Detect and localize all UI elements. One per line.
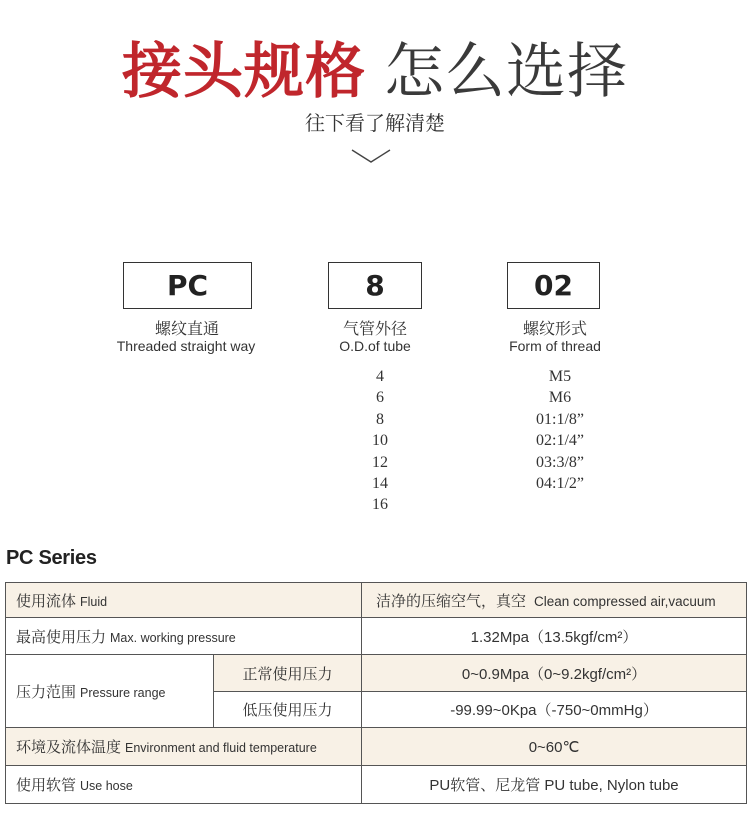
list-item: 03:3/8” <box>536 453 584 471</box>
table-row <box>6 618 747 655</box>
max-pressure-label-cn: 最高使用压力 <box>16 627 107 646</box>
low-pressure-value: -99.99~0Kpa（-750~0mmHg） <box>362 692 747 728</box>
title-gray: 怎么选择 <box>384 37 628 107</box>
chevron-down-icon <box>351 148 391 164</box>
fluid-label <box>6 583 362 618</box>
code-tube-label-cn: 气管外径 <box>342 319 407 338</box>
page-header <box>0 38 750 106</box>
pressure-range-label-cn: 压力范围 <box>16 682 77 701</box>
temperature-label-cn: 环境及流体温度 <box>16 738 122 756</box>
list-item: 14 <box>372 475 388 493</box>
list-item: 4 <box>376 368 384 385</box>
code-type-label-cn: 螺纹直通 <box>154 319 219 338</box>
max-pressure-label-en: Max. working pressure <box>110 630 236 645</box>
title-red: 接头规格 <box>122 37 366 107</box>
code-thread-label-en: Form of thread <box>509 338 601 354</box>
pressure-range-label-en: Pressure range <box>80 685 166 700</box>
temperature-label-en: Environment and fluid temperature <box>125 741 317 755</box>
hose-label <box>6 766 362 804</box>
list-item: 8 <box>376 410 384 428</box>
spec-table <box>5 582 747 804</box>
code-tube-label-en: O.D.of tube <box>339 338 411 354</box>
list-item: 12 <box>372 453 388 471</box>
tube-size-list <box>340 366 420 516</box>
code-box-thread: 02 <box>507 262 600 309</box>
temperature-value: 0~60℃ <box>362 728 747 766</box>
list-item: M5 <box>548 368 572 385</box>
thread-form-list <box>510 366 610 494</box>
table-row <box>6 728 747 766</box>
fluid-value <box>362 583 747 618</box>
table-row <box>6 583 747 618</box>
hose-label-en: Use hose <box>80 779 133 793</box>
max-pressure-label <box>6 618 362 655</box>
code-box-tube: 8 <box>328 262 422 309</box>
fluid-value-cn: 洁净的压缩空气，真空 <box>376 591 527 610</box>
temperature-label <box>6 728 362 766</box>
hose-value: PU软管、尼龙管 PU tube, Nylon tube <box>362 766 747 804</box>
normal-pressure-label: 正常使用压力 <box>214 655 362 692</box>
table-row <box>6 655 747 692</box>
list-item: 10 <box>372 432 388 450</box>
fluid-label-cn: 使用流体 <box>16 591 77 610</box>
hose-label-cn: 使用软管 <box>16 776 77 794</box>
fluid-label-en: Fluid <box>80 594 108 609</box>
list-item: 6 <box>376 389 384 407</box>
code-type-label-en: Threaded straight way <box>116 338 256 354</box>
code-box-type: PC <box>123 262 252 309</box>
max-pressure-value: 1.32Mpa（13.5kgf/cm²） <box>362 618 747 655</box>
series-title: PC Series <box>6 547 97 569</box>
list-item: 04:1/2” <box>536 475 584 493</box>
list-item: 16 <box>372 496 388 514</box>
page-title <box>0 38 750 106</box>
low-pressure-label: 低压使用压力 <box>214 692 362 728</box>
fluid-value-en: Clean compressed air,vacuum <box>534 593 716 609</box>
page-subtitle: 往下看了解清楚 <box>305 111 445 135</box>
list-item: 02:1/4” <box>536 432 584 450</box>
normal-pressure-value: 0~0.9Mpa（0~9.2kgf/cm²） <box>362 655 747 692</box>
list-item: M6 <box>548 389 572 407</box>
code-thread-label-cn: 螺纹形式 <box>522 319 587 338</box>
table-row <box>6 766 747 804</box>
list-item: 01:1/8” <box>536 410 584 428</box>
pressure-range-label <box>6 655 214 728</box>
